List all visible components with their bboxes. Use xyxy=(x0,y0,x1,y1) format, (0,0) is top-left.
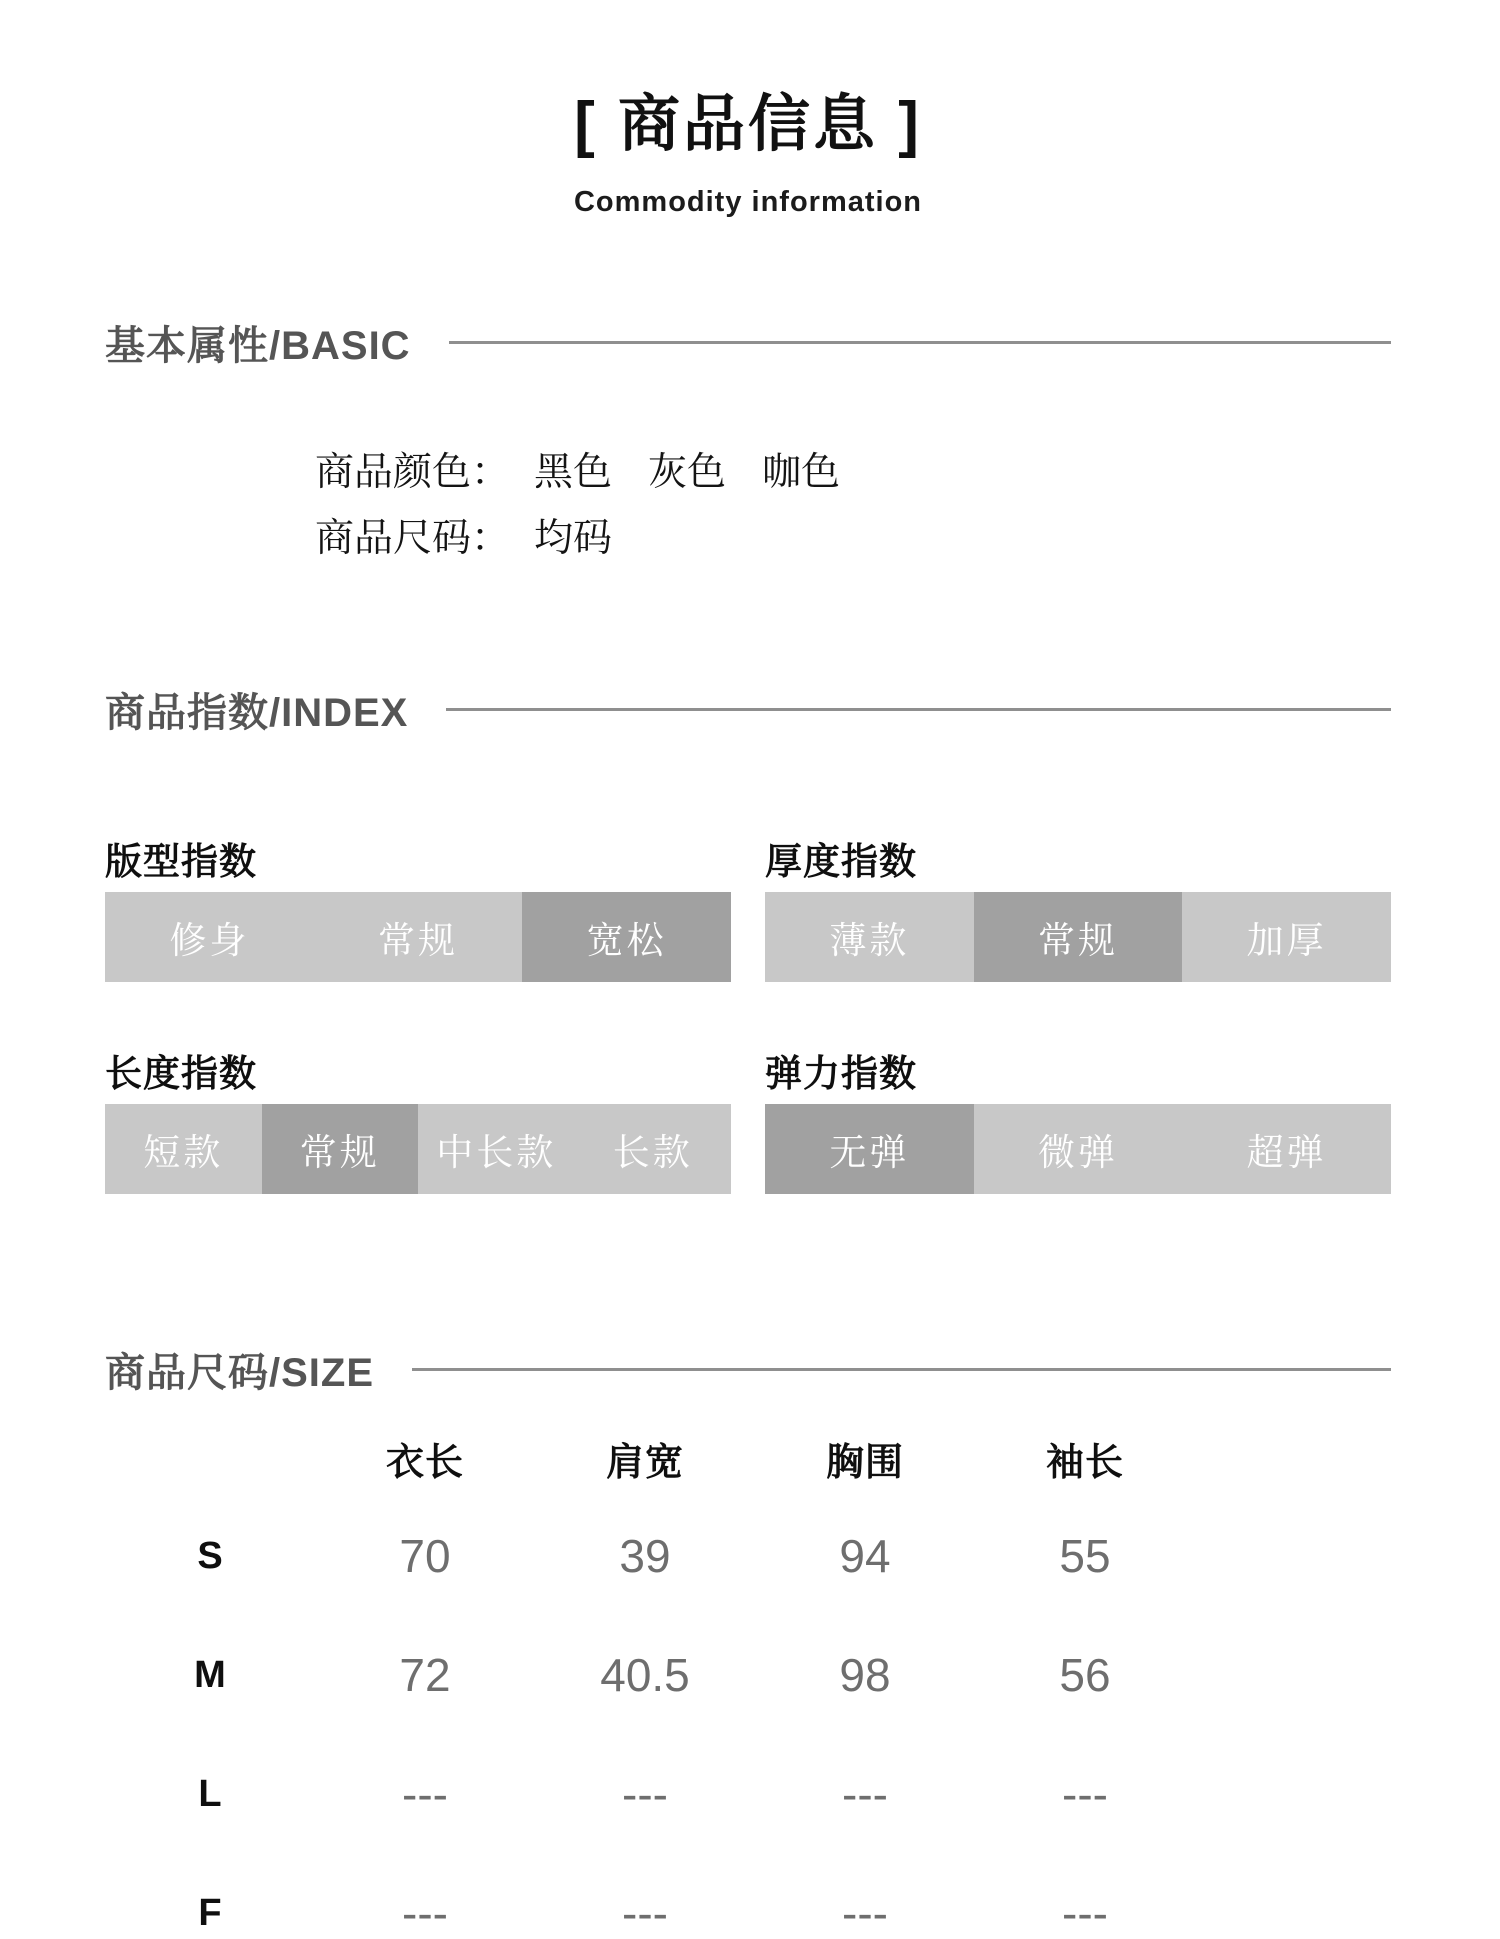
index-segment-label: 宽松 xyxy=(586,920,667,961)
page-title: [ 商品信息 ] xyxy=(574,90,922,159)
color-value: 灰色 xyxy=(648,451,727,494)
index-segment xyxy=(1182,892,1391,982)
section-heading-index xyxy=(105,686,1391,735)
title-block xyxy=(105,0,1391,219)
index-segment-label: 超弹 xyxy=(1246,1132,1327,1173)
size-table-row xyxy=(105,1531,1391,1581)
index-segment xyxy=(974,1104,1183,1194)
size-column-header: 袖长 xyxy=(1045,1442,1124,1484)
size-cell-shoulder-width: 40.5 xyxy=(600,1649,690,1701)
size-table-body xyxy=(105,1531,1391,1938)
size-table xyxy=(105,1441,1391,1938)
size-cell-garment-length: --- xyxy=(402,1887,448,1939)
index-segment-label: 薄款 xyxy=(829,920,910,961)
size-cell-garment-length: 72 xyxy=(399,1649,451,1701)
attribute-values-size xyxy=(534,519,612,558)
size-cell-sleeve-length: --- xyxy=(1062,1887,1108,1939)
index-segment xyxy=(765,1104,974,1194)
index-segment xyxy=(314,892,523,982)
size-table-corner xyxy=(105,1441,315,1485)
size-cell-sleeve-length: 55 xyxy=(1059,1530,1111,1582)
index-segment-label: 常规 xyxy=(1038,920,1118,961)
index-segment xyxy=(1182,1104,1391,1194)
thickness-index-bar xyxy=(765,892,1391,982)
stretch-index-bar xyxy=(765,1104,1391,1194)
color-value: 咖色 xyxy=(762,451,841,494)
size-cell-bust: 94 xyxy=(839,1530,891,1582)
index-segment-label: 长款 xyxy=(612,1132,693,1173)
index-segment xyxy=(522,892,731,982)
attribute-label-size: 商品尺码： xyxy=(315,517,511,560)
fit-index-bar xyxy=(105,892,731,982)
size-table-row xyxy=(105,1888,1391,1938)
index-group-title: 厚度指数 xyxy=(765,841,917,882)
size-heading-text: 商品尺码/SIZE xyxy=(105,1350,375,1395)
size-column-header: 肩宽 xyxy=(605,1442,684,1484)
size-cell-bust: 98 xyxy=(839,1649,891,1701)
index-group-title: 版型指数 xyxy=(105,841,257,882)
page-subtitle: Commodity information xyxy=(573,186,923,218)
index-segment-label: 中长款 xyxy=(436,1132,557,1173)
index-grid xyxy=(105,842,1391,1194)
size-row-label: L xyxy=(198,1773,222,1815)
basic-attributes xyxy=(105,453,1391,558)
attribute-row-size xyxy=(315,519,1391,558)
size-cell-garment-length: --- xyxy=(402,1768,448,1820)
basic-heading-line xyxy=(449,341,1391,344)
size-column-header: 胸围 xyxy=(825,1442,904,1484)
size-cell-shoulder-width: --- xyxy=(622,1887,668,1939)
attribute-row-color xyxy=(315,453,1391,492)
index-segment-label: 常规 xyxy=(299,1132,380,1173)
index-segment-label: 常规 xyxy=(378,920,458,961)
color-value: 黑色 xyxy=(534,451,613,494)
size-cell-shoulder-width: --- xyxy=(622,1768,668,1820)
size-value: 均码 xyxy=(534,517,613,560)
index-segment-label: 无弹 xyxy=(829,1132,910,1173)
index-group-stretch xyxy=(765,1054,1391,1194)
size-table-row xyxy=(105,1650,1391,1700)
index-segment xyxy=(418,1104,575,1194)
size-cell-sleeve-length: --- xyxy=(1062,1768,1108,1820)
index-segment-label: 短款 xyxy=(143,1132,224,1173)
length-index-bar xyxy=(105,1104,731,1194)
size-row-label: F xyxy=(198,1892,222,1934)
size-column-header: 衣长 xyxy=(385,1442,464,1484)
index-segment xyxy=(974,892,1183,982)
index-heading-line xyxy=(446,708,1391,711)
index-segment xyxy=(575,1104,732,1194)
index-segment-label: 微弹 xyxy=(1038,1132,1118,1173)
size-cell-sleeve-length: 56 xyxy=(1059,1649,1111,1701)
size-cell-garment-length: 70 xyxy=(399,1530,451,1582)
index-segment-label: 修身 xyxy=(169,920,250,961)
size-table-row xyxy=(105,1769,1391,1819)
size-cell-bust: --- xyxy=(842,1768,888,1820)
index-group-thickness xyxy=(765,842,1391,982)
index-segment xyxy=(105,1104,262,1194)
size-cell-bust: --- xyxy=(842,1887,888,1939)
index-heading-text: 商品指数/INDEX xyxy=(105,690,409,735)
index-group-length xyxy=(105,1054,731,1194)
size-cell-shoulder-width: 39 xyxy=(619,1530,671,1582)
index-segment xyxy=(765,892,974,982)
section-heading-size xyxy=(105,1346,1391,1395)
section-heading-basic xyxy=(105,319,1391,368)
index-segment xyxy=(105,892,314,982)
attribute-label-color: 商品颜色： xyxy=(315,451,511,494)
index-group-title: 弹力指数 xyxy=(765,1053,917,1094)
size-heading-line xyxy=(412,1368,1391,1371)
size-row-label: M xyxy=(194,1654,226,1696)
attribute-values-color xyxy=(534,453,840,492)
size-row-label: S xyxy=(197,1535,223,1577)
basic-heading-text: 基本属性/BASIC xyxy=(105,323,411,368)
index-segment xyxy=(262,1104,419,1194)
index-group-fit xyxy=(105,842,731,982)
size-table-header xyxy=(105,1441,1391,1485)
index-segment-label: 加厚 xyxy=(1246,920,1327,961)
index-group-title: 长度指数 xyxy=(105,1053,257,1094)
